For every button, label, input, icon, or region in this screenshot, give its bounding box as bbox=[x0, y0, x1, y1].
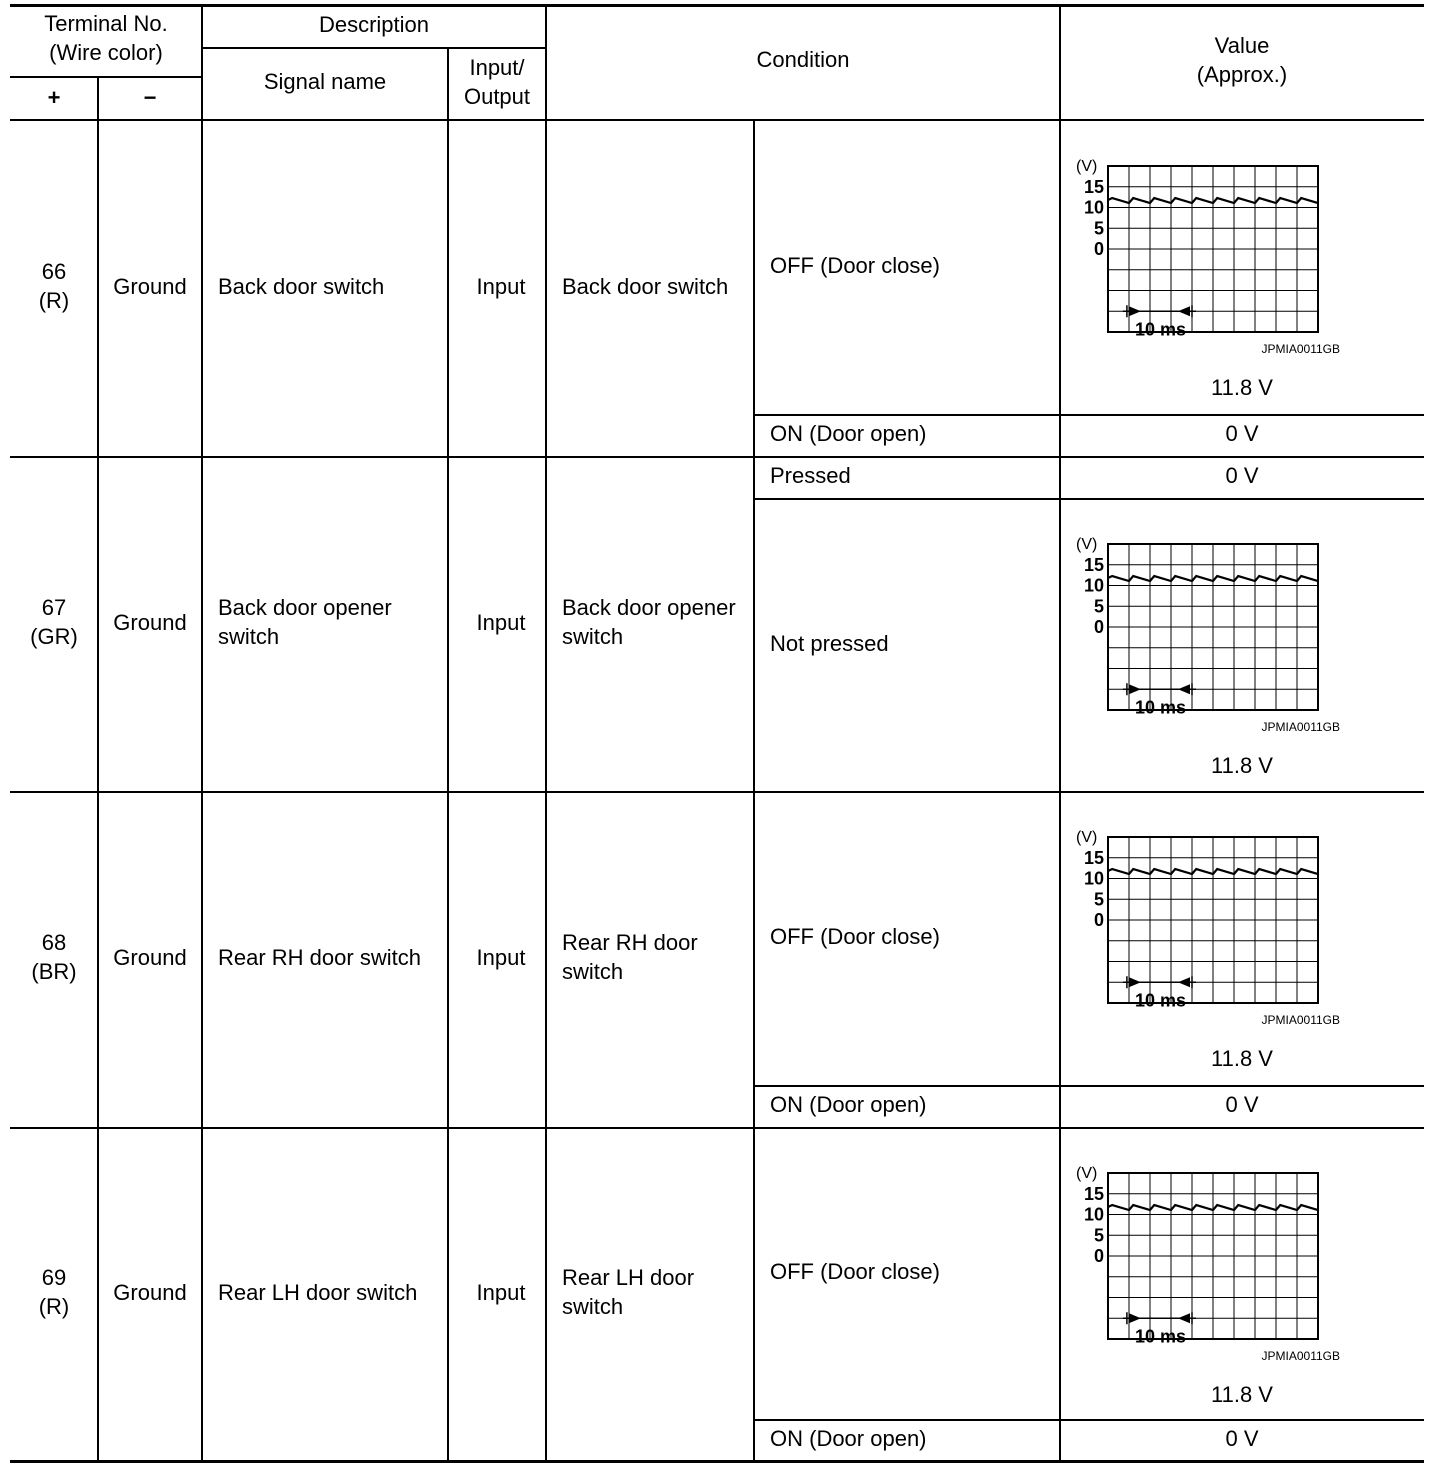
terminal-cell bbox=[10, 928, 98, 986]
header-io-line1: Input/ bbox=[469, 55, 525, 80]
signal-name-line1: Rear RH door switch bbox=[218, 945, 421, 970]
terminal-cell bbox=[10, 1263, 98, 1321]
time-div-label: 10 ms bbox=[1134, 319, 1187, 340]
header-io-line2: Output bbox=[463, 84, 531, 109]
axis-unit: (V) bbox=[1076, 829, 1098, 846]
wire-color: (R) bbox=[38, 1294, 70, 1319]
header-terminal-line2: (Wire color) bbox=[49, 40, 163, 65]
header-description: Description bbox=[318, 12, 430, 37]
col-line-4 bbox=[545, 5, 547, 1461]
waveform-graph bbox=[1030, 831, 1340, 1041]
signal-name-line1: Rear LH door switch bbox=[218, 1280, 418, 1305]
wire-color: (BR) bbox=[31, 959, 77, 984]
waveform-code: JPMIA0011GB bbox=[1261, 1013, 1340, 1027]
header-minus: − bbox=[143, 85, 157, 110]
wire-color: (GR) bbox=[30, 623, 78, 649]
header-terminal-no bbox=[10, 9, 202, 67]
waveform-graph bbox=[1030, 1167, 1340, 1377]
terminal-number: 69 bbox=[41, 1265, 67, 1290]
terminal-number: 67 bbox=[41, 594, 67, 620]
time-marker-arrow bbox=[1129, 306, 1141, 316]
signal-name-cell bbox=[218, 943, 421, 972]
input-output-cell: Input bbox=[476, 1280, 526, 1305]
axis-tick: 15 bbox=[1083, 847, 1104, 868]
input-output-cell: Input bbox=[476, 609, 526, 635]
col-line-3 bbox=[447, 48, 449, 1461]
time-marker-arrow bbox=[1129, 1313, 1141, 1323]
signal-name-cell bbox=[218, 1278, 417, 1307]
sub-value: 0 V bbox=[1225, 1092, 1259, 1117]
sub-condition: ON (Door open) bbox=[770, 421, 927, 446]
rule-header-terminal bbox=[10, 76, 202, 78]
header-condition: Condition bbox=[756, 47, 850, 72]
terminal-cell bbox=[10, 257, 98, 315]
header-terminal-line1: Terminal No. bbox=[44, 11, 168, 36]
condition-name-cell bbox=[562, 593, 736, 651]
time-marker-arrow bbox=[1129, 684, 1141, 694]
axis-unit: (V) bbox=[1076, 158, 1098, 175]
rule-header-bottom bbox=[10, 119, 1424, 121]
waveform-graph bbox=[1030, 160, 1340, 370]
condition-name-line2: switch bbox=[562, 1294, 624, 1319]
axis-tick: 10 bbox=[1083, 1204, 1104, 1225]
sub-condition: OFF (Door close) bbox=[770, 924, 940, 949]
header-input-output bbox=[448, 53, 546, 111]
axis-unit: (V) bbox=[1076, 536, 1098, 553]
condition-name-line1: Rear LH door bbox=[562, 1265, 695, 1290]
time-marker-arrow bbox=[1178, 977, 1190, 987]
time-marker-arrow bbox=[1178, 306, 1190, 316]
condition-name-cell bbox=[562, 272, 728, 301]
time-div-label: 10 ms bbox=[1134, 1326, 1187, 1347]
rule-bottom bbox=[10, 1460, 1424, 1463]
axis-tick: 5 bbox=[1093, 1225, 1104, 1246]
rule-top bbox=[10, 4, 1424, 7]
condition-name-line1: Rear RH door bbox=[562, 930, 698, 955]
header-signal-name: Signal name bbox=[263, 69, 387, 94]
terminal-number: 68 bbox=[41, 930, 67, 955]
header-value-line1: Value bbox=[1214, 33, 1270, 58]
sub-row-rule bbox=[754, 498, 1424, 500]
row-rule bbox=[10, 1127, 1424, 1129]
sub-value: 0 V bbox=[1225, 463, 1259, 488]
waveform-code: JPMIA0011GB bbox=[1261, 720, 1340, 734]
axis-tick: 5 bbox=[1093, 596, 1104, 617]
sub-row-rule bbox=[754, 414, 1424, 416]
row-rule bbox=[10, 791, 1424, 793]
signal-name-line1: Back door switch bbox=[218, 274, 385, 299]
axis-tick: 5 bbox=[1093, 218, 1104, 239]
time-marker-arrow bbox=[1178, 1313, 1190, 1323]
header-plus: + bbox=[47, 85, 61, 110]
ground-cell: Ground bbox=[113, 274, 187, 299]
axis-tick: 10 bbox=[1083, 868, 1104, 889]
input-output-cell: Input bbox=[476, 945, 526, 970]
time-marker-arrow bbox=[1129, 977, 1141, 987]
sub-condition: Pressed bbox=[770, 463, 851, 488]
oscilloscope-waveform bbox=[1030, 538, 1340, 748]
sub-condition: ON (Door open) bbox=[770, 1426, 927, 1451]
sub-value: 11.8 V bbox=[1211, 1046, 1273, 1071]
col-line-2 bbox=[201, 5, 203, 1461]
sub-condition: OFF (Door close) bbox=[770, 1259, 940, 1284]
sub-row-rule bbox=[754, 1419, 1424, 1421]
header-value bbox=[1060, 31, 1424, 89]
condition-name-line2: switch bbox=[562, 959, 624, 984]
axis-tick: 15 bbox=[1083, 1183, 1104, 1204]
condition-name-line1: Back door switch bbox=[562, 274, 729, 299]
oscilloscope-waveform bbox=[1030, 831, 1340, 1041]
axis-tick: 0 bbox=[1093, 239, 1104, 259]
row-rule bbox=[10, 456, 1424, 458]
ground-cell: Ground bbox=[113, 945, 187, 970]
condition-name-line2: switch bbox=[562, 623, 624, 649]
sub-value: 11.8 V bbox=[1211, 1382, 1273, 1407]
header-value-line2: (Approx.) bbox=[1196, 62, 1288, 87]
ground-cell: Ground bbox=[113, 1280, 187, 1305]
waveform-graph bbox=[1030, 538, 1340, 748]
terminal-cell bbox=[10, 593, 98, 651]
waveform-code: JPMIA0011GB bbox=[1261, 342, 1340, 356]
time-div-label: 10 ms bbox=[1134, 990, 1187, 1011]
sub-condition: Not pressed bbox=[770, 630, 889, 656]
axis-tick: 0 bbox=[1093, 1246, 1104, 1266]
signal-name-line2: switch bbox=[218, 623, 280, 649]
ground-cell: Ground bbox=[113, 609, 187, 635]
input-output-cell: Input bbox=[476, 274, 526, 299]
axis-tick: 15 bbox=[1083, 554, 1104, 575]
sub-value: 0 V bbox=[1225, 1426, 1259, 1451]
terminal-number: 66 bbox=[41, 259, 67, 284]
oscilloscope-waveform bbox=[1030, 1167, 1340, 1377]
sub-condition: OFF (Door close) bbox=[770, 253, 940, 278]
sub-row-rule bbox=[754, 1085, 1424, 1087]
sub-value: 11.8 V bbox=[1211, 753, 1273, 778]
signal-name-line1: Back door opener bbox=[218, 594, 392, 620]
axis-tick: 10 bbox=[1083, 575, 1104, 596]
axis-tick: 10 bbox=[1083, 197, 1104, 218]
rule-header-sub bbox=[202, 47, 546, 49]
wire-color: (R) bbox=[38, 288, 70, 313]
time-marker-arrow bbox=[1178, 684, 1190, 694]
time-div-label: 10 ms bbox=[1134, 697, 1187, 718]
axis-tick: 5 bbox=[1093, 889, 1104, 910]
oscilloscope-waveform bbox=[1030, 160, 1340, 370]
sub-condition: ON (Door open) bbox=[770, 1092, 927, 1117]
sub-value: 11.8 V bbox=[1211, 375, 1273, 400]
signal-name-cell bbox=[218, 272, 384, 301]
sub-value: 0 V bbox=[1225, 421, 1259, 446]
signal-name-cell bbox=[218, 593, 392, 651]
axis-tick: 0 bbox=[1093, 617, 1104, 637]
axis-tick: 15 bbox=[1083, 176, 1104, 197]
condition-name-line1: Back door opener bbox=[562, 594, 736, 620]
condition-name-cell bbox=[562, 1263, 694, 1321]
axis-unit: (V) bbox=[1076, 1165, 1098, 1182]
waveform-code: JPMIA0011GB bbox=[1261, 1349, 1340, 1363]
condition-name-cell bbox=[562, 928, 698, 986]
axis-tick: 0 bbox=[1093, 910, 1104, 930]
